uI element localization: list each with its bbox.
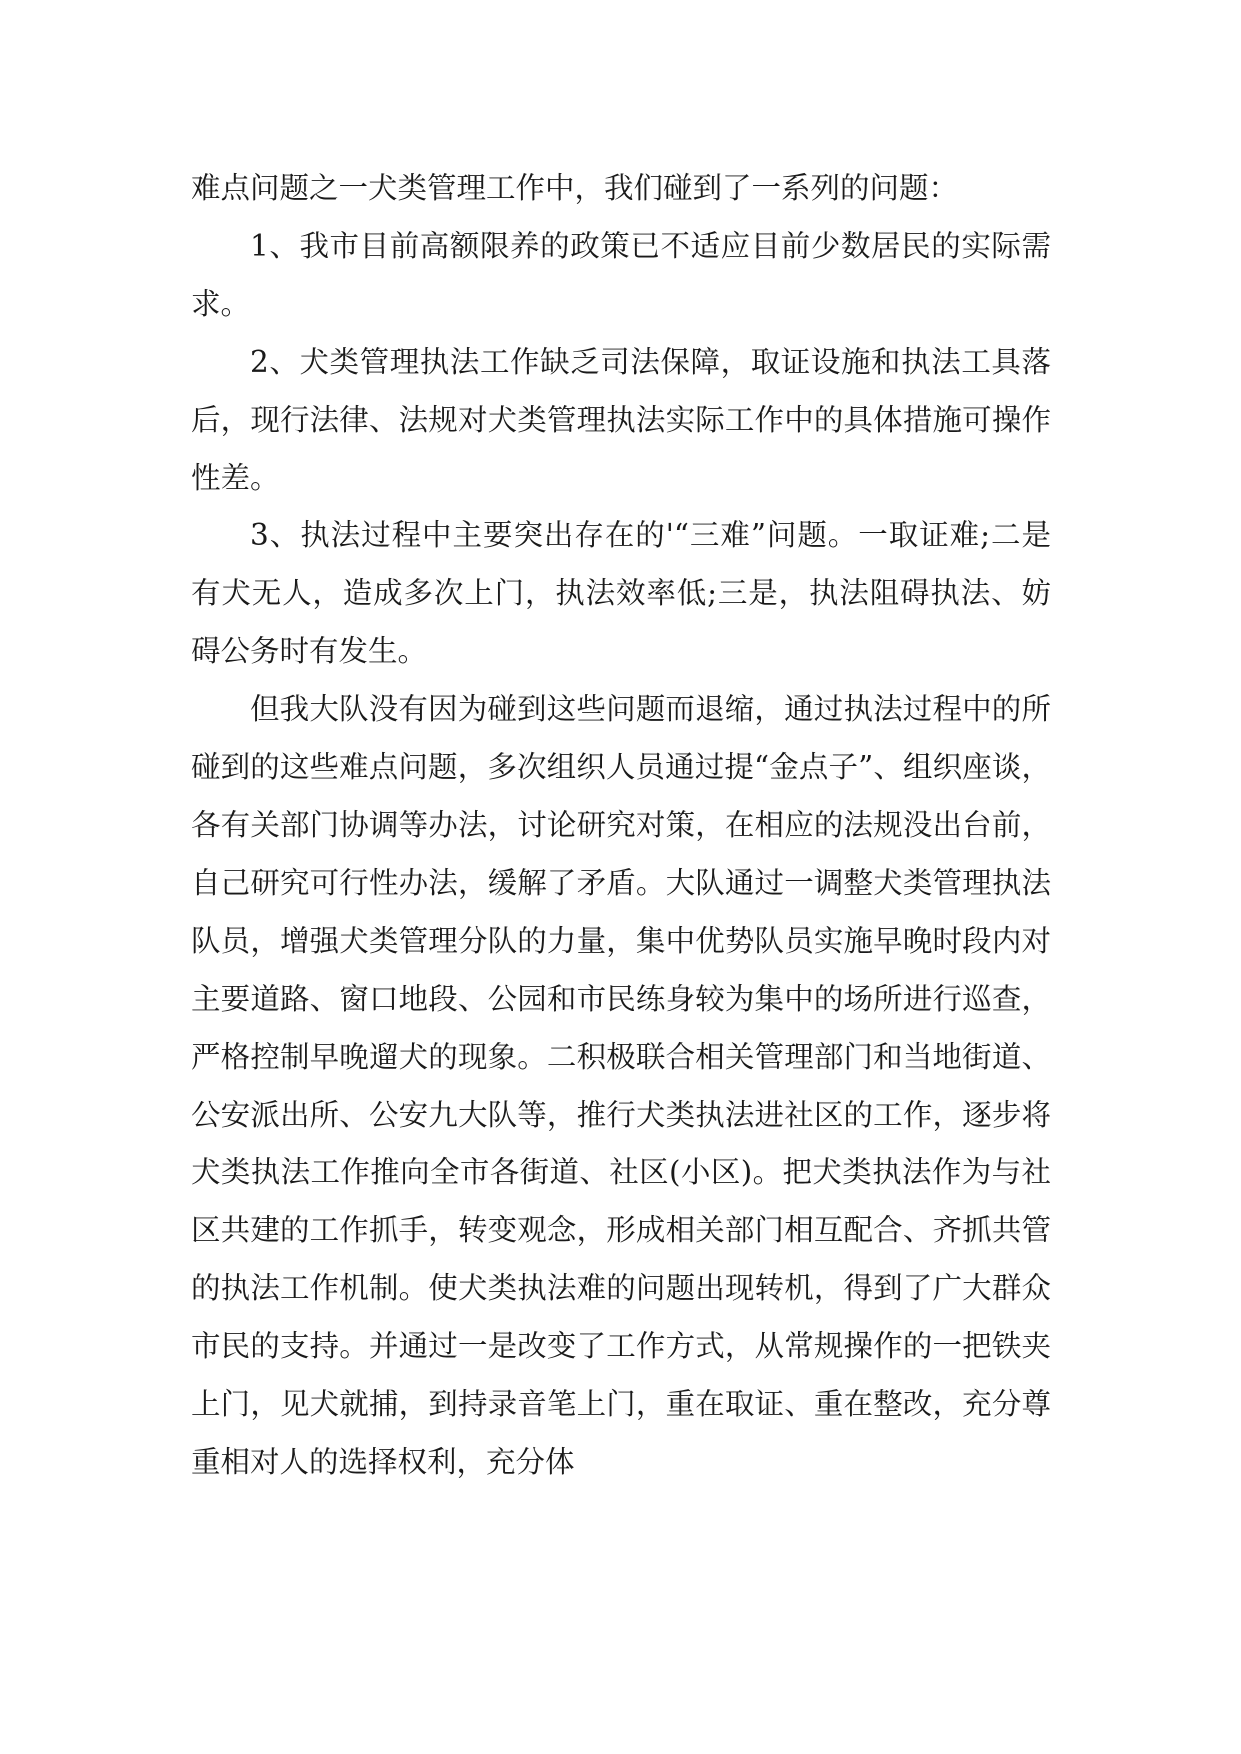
paragraph-measures: 但我大队没有因为碰到这些问题而退缩，通过执法过程中的所碰到的这些难点问题，多次组织人员通过提“金点子”、组织座谈，各有关部门协调等办法，讨论研究对策，在相应的法规没出台前，自己研究可行性办法，缓解了矛盾。大队通过一调整犬类管理执法队员，增强犬类管理分队的力量，集中优势队员实施早晚时段内对主要道路、窗口地段、公园和市民练身较为集中的场所进行巡查，严格控制早晚遛犬的现象。二积极联合相关管理部门和当地街道、公安派出所、公安九大队等，推行犬类执法进社区的工作，逐步将犬类执法工作推向全市各街道、社区(小区)。把犬类执法作为与社区共建的工作抓手，转变观念，形成相关部门相互配合、齐抓共管的执法工作机制。使犬类执法难的问题出现转机，得到了广大群众市民的支持。并通过一是改变了工作方式，从常规操作的一把铁夹上门，见犬就捕，到持录音笔上门，重在取证、重在整改，充分尊重相对人的选择权利，充分体 (191, 692, 1051, 1479)
paragraph-item-3: 3、执法过程中主要突出存在的'“三难”问题。一取证难;二是有犬无人，造成多次上门，执法效率低;三是，执法阻碍执法、妨碍公务时有发生。 (191, 518, 1051, 669)
paragraph-intro: 难点问题之一犬类管理工作中，我们碰到了一系列的问题： (191, 171, 959, 205)
document-body (191, 160, 1051, 1492)
paragraph-item-2: 2、犬类管理执法工作缺乏司法保障，取证设施和执法工具落后，现行法律、法规对犬类管理执法实际工作中的具体措施可操作性差。 (191, 344, 1051, 495)
paragraph-item-1: 1、我市目前高额限养的政策已不适应目前少数居民的实际需求。 (191, 228, 1051, 321)
